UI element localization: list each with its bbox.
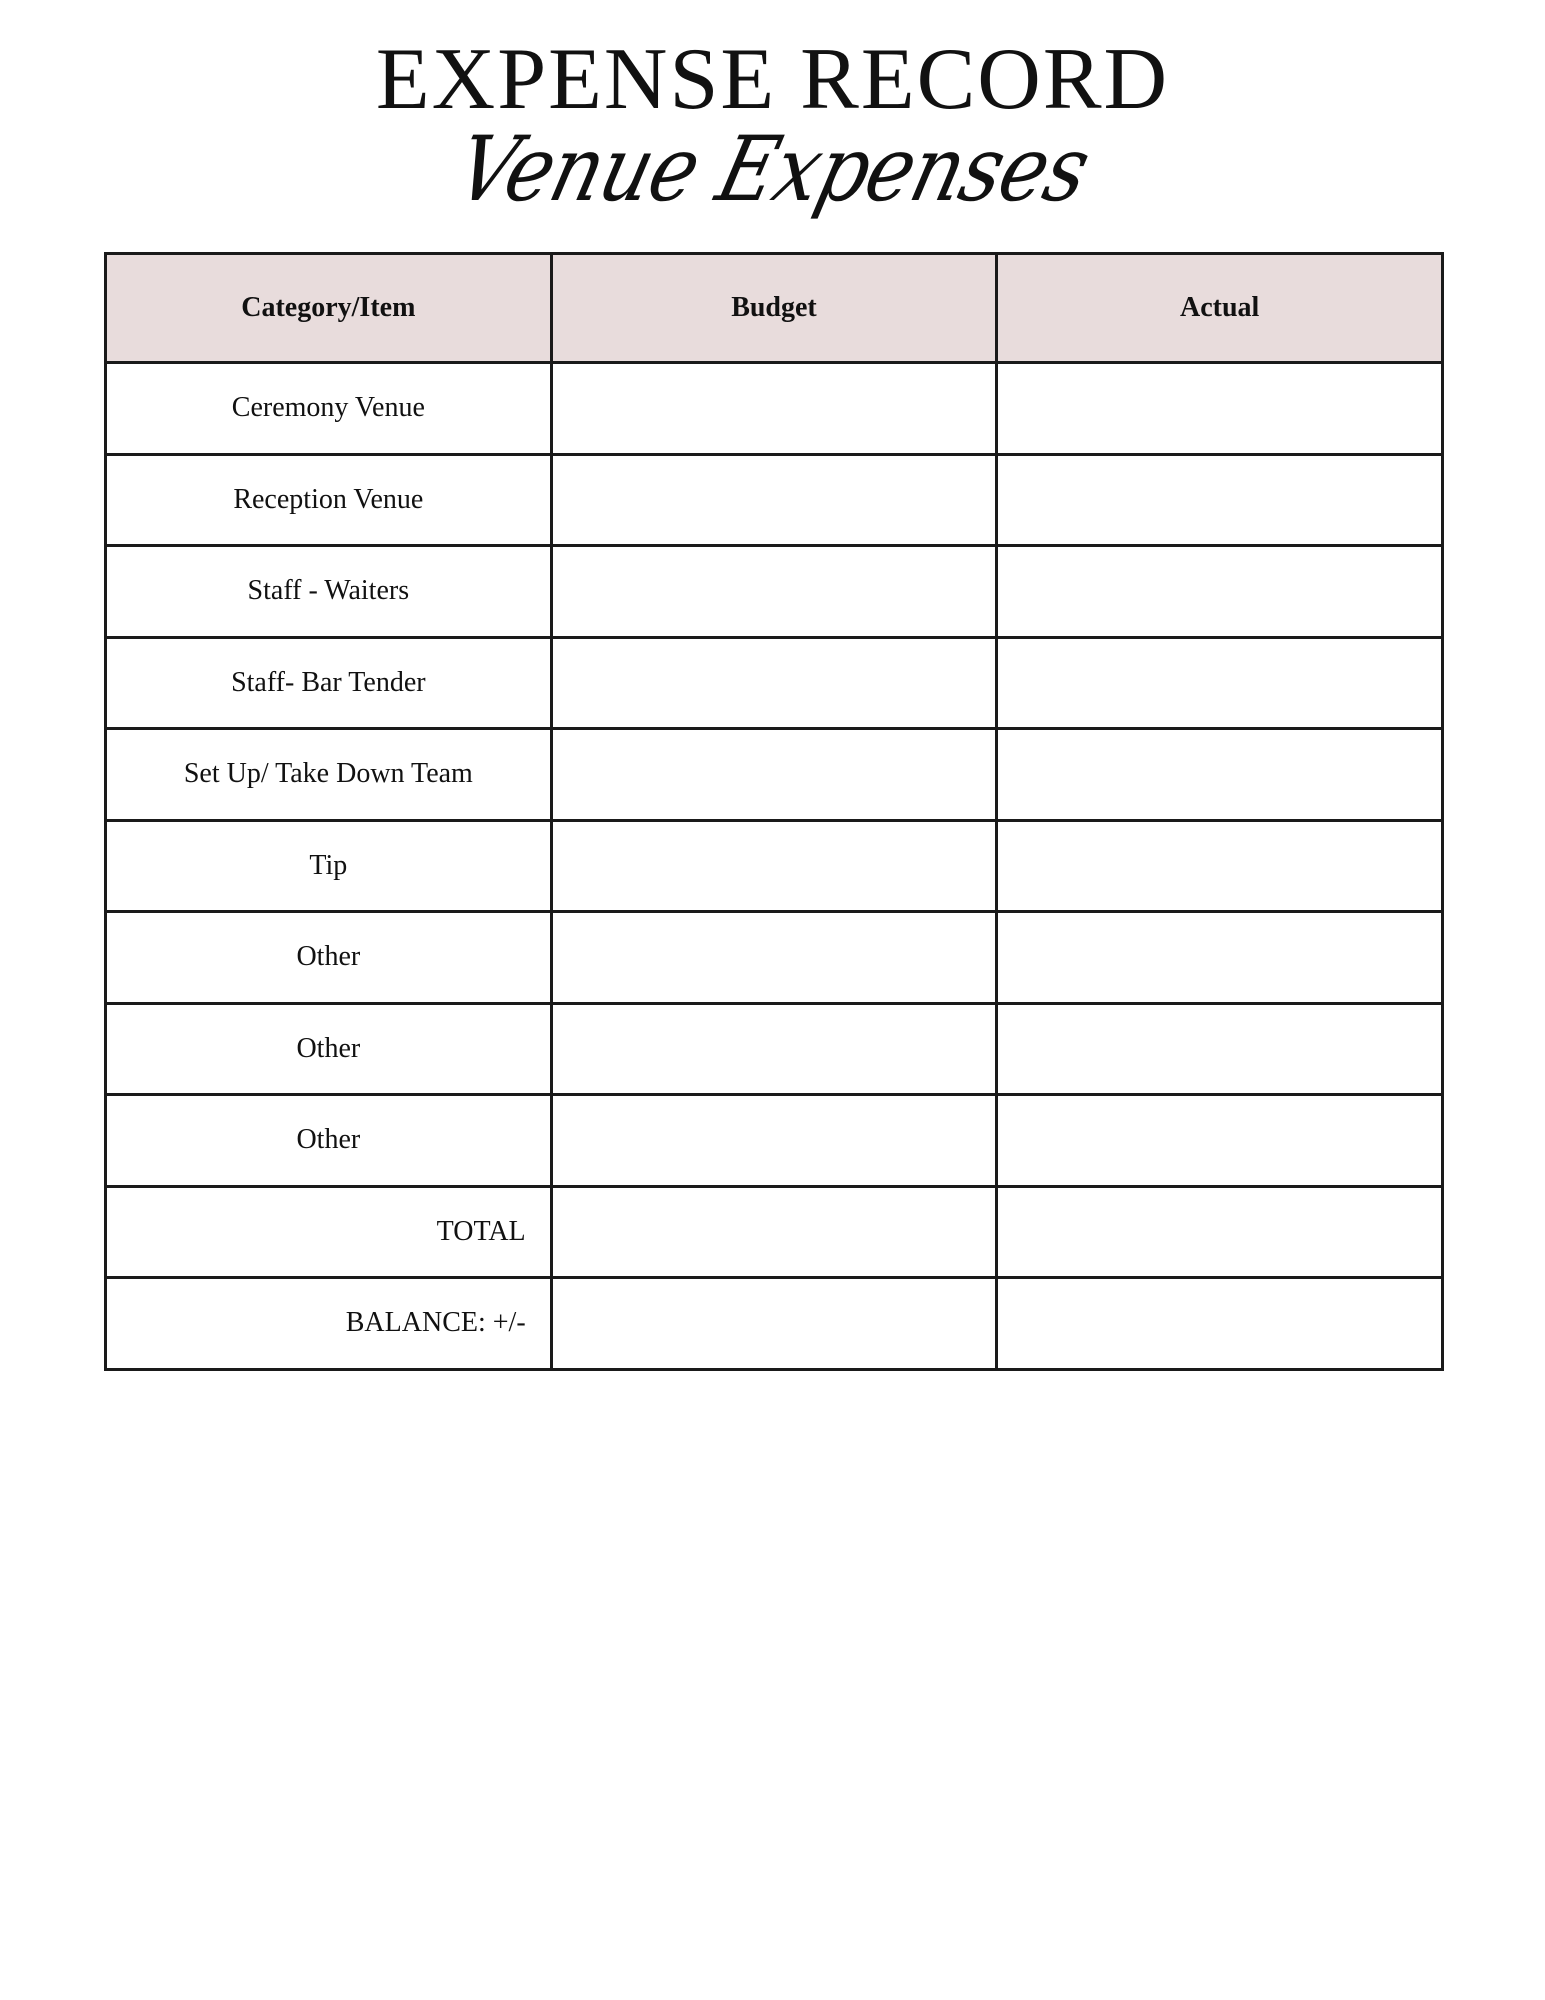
total-label: TOTAL: [106, 1186, 552, 1278]
header-row: [106, 254, 1443, 363]
actual-cell[interactable]: [997, 363, 1443, 455]
budget-cell[interactable]: [551, 363, 997, 455]
balance-budget-cell[interactable]: [551, 1278, 997, 1370]
balance-actual-cell[interactable]: [997, 1278, 1443, 1370]
column-header-budget: Budget: [551, 254, 997, 363]
row-item-label: Staff - Waiters: [106, 546, 552, 638]
table-row: [106, 820, 1443, 912]
row-item-label: Ceremony Venue: [106, 363, 552, 455]
budget-cell[interactable]: [551, 637, 997, 729]
budget-cell[interactable]: [551, 1095, 997, 1187]
row-item-label: Set Up/ Take Down Team: [106, 729, 552, 821]
table-row: [106, 637, 1443, 729]
row-item-label: Staff- Bar Tender: [106, 637, 552, 729]
column-header-actual: Actual: [997, 254, 1443, 363]
total-budget-cell[interactable]: [551, 1186, 997, 1278]
total-row: [106, 1186, 1443, 1278]
table-body: [106, 363, 1443, 1370]
column-header-category: Category/Item: [106, 254, 552, 363]
budget-cell[interactable]: [551, 729, 997, 821]
expense-table: [104, 252, 1444, 1371]
total-actual-cell[interactable]: [997, 1186, 1443, 1278]
table-header: [106, 254, 1443, 363]
balance-row: [106, 1278, 1443, 1370]
actual-cell[interactable]: [997, 1003, 1443, 1095]
table-row: [106, 729, 1443, 821]
table-row: [106, 546, 1443, 638]
budget-cell[interactable]: [551, 912, 997, 1004]
table-row: [106, 454, 1443, 546]
actual-cell[interactable]: [997, 546, 1443, 638]
budget-cell[interactable]: [551, 546, 997, 638]
table-row: [106, 912, 1443, 1004]
page-title: EXPENSE RECORD: [375, 31, 1170, 128]
row-item-label: Tip: [106, 820, 552, 912]
row-item-label: Other: [106, 1003, 552, 1095]
row-item-label: Other: [106, 912, 552, 1004]
actual-cell[interactable]: [997, 820, 1443, 912]
row-item-label: Reception Venue: [106, 454, 552, 546]
budget-cell[interactable]: [551, 454, 997, 546]
table-row: [106, 363, 1443, 455]
actual-cell[interactable]: [997, 454, 1443, 546]
row-item-label: Other: [106, 1095, 552, 1187]
budget-cell[interactable]: [551, 1003, 997, 1095]
table-row: [106, 1003, 1443, 1095]
page-subtitle: Venue Expenses: [446, 118, 1099, 222]
budget-cell[interactable]: [551, 820, 997, 912]
actual-cell[interactable]: [997, 1095, 1443, 1187]
balance-label: BALANCE: +/-: [106, 1278, 552, 1370]
actual-cell[interactable]: [997, 912, 1443, 1004]
table-row: [106, 1095, 1443, 1187]
actual-cell[interactable]: [997, 637, 1443, 729]
actual-cell[interactable]: [997, 729, 1443, 821]
